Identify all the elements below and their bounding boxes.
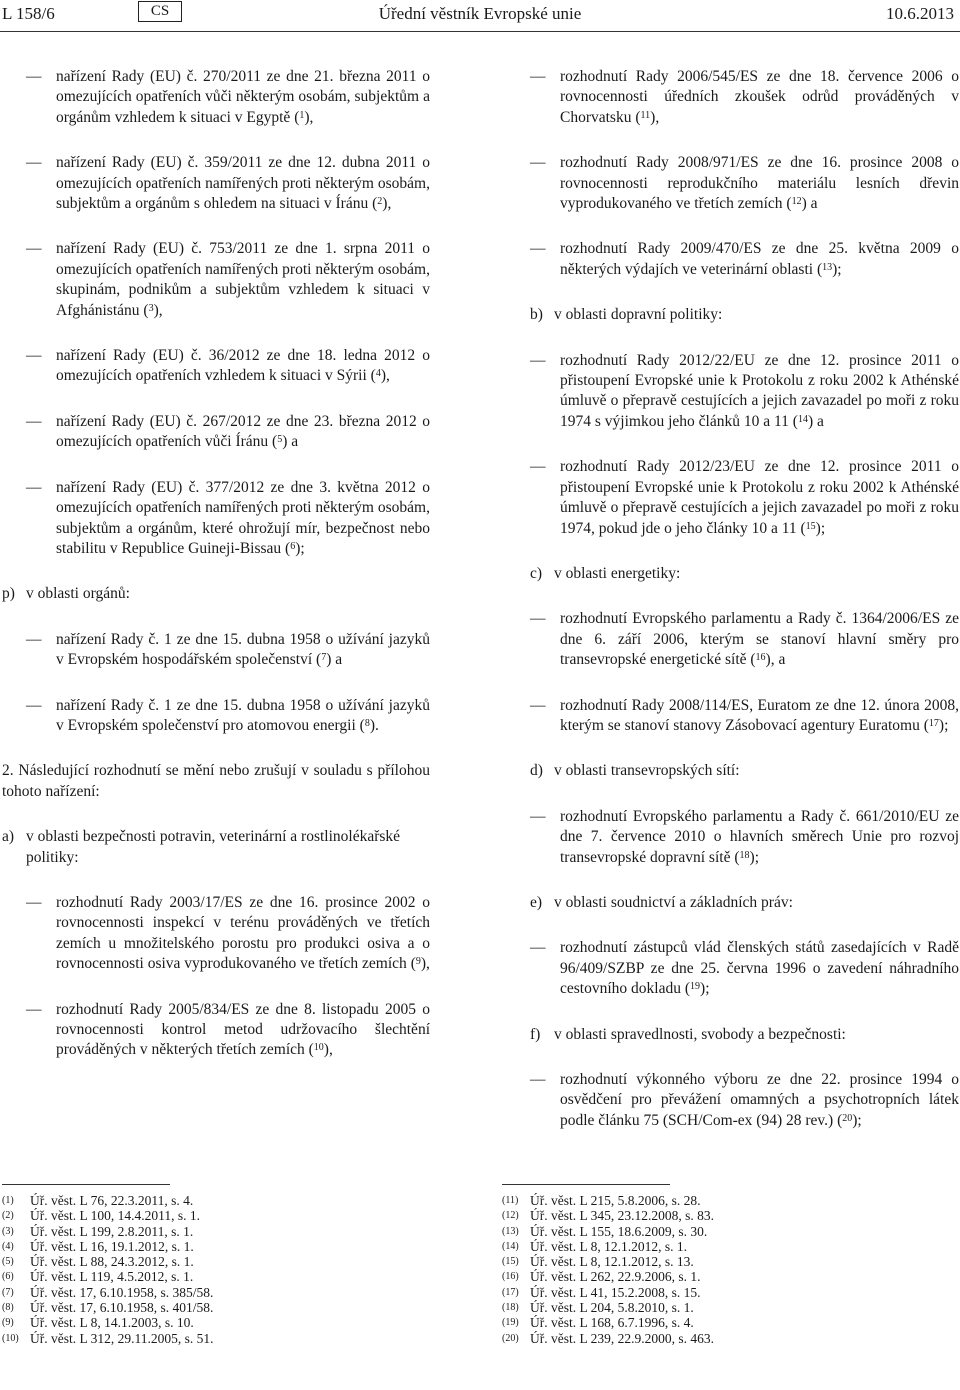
em-dash: —	[530, 154, 546, 172]
entry-text: rozhodnutí Rady 2009/470/ES ze dne 25. května 2009 o některých výdajích ve veterinární oblasti	[560, 240, 959, 278]
section-title: v oblasti transevropských sítí:	[554, 762, 740, 780]
list-item: — nařízení Rady (EU) č. 267/2012 ze dne 23. března 2012 o omezujících opatřeních vůči Íránu ($^5$) a	[26, 412, 430, 451]
entry-text: rozhodnutí Rady 2008/114/ES, Euratom ze dne 12. února 2008, kterým se stanoví stanovy Zásobovací agentury Euratomu	[560, 696, 959, 734]
section-title: v oblasti soudnictví a základních práv:	[554, 893, 793, 911]
list-item: — rozhodnutí Rady 2005/834/ES ze dne 8. listopadu 2005 o rovnocennosti kontrol metod udržovacího šlechtění prováděných v některých třetích zemích ($^{10}$),	[26, 1000, 430, 1059]
entry-tail: a	[331, 651, 343, 669]
section-heading	[2, 584, 430, 604]
list-item: — rozhodnutí zástupců vlád členských států zasedajících v Radě 96/409/SZBP ze dne 25. června 1996 o zavedení náhradního cestovního dokladu ($^{19}$);	[530, 939, 959, 998]
section-heading	[530, 761, 959, 781]
list-item: — rozhodnutí Rady 2008/971/ES ze dne 16. prosince 2008 o rovnocennosti reprodukčního materiálu lesních dřevin vyprodukovaného ve třetích zemích ($^{12}$) a	[530, 154, 959, 213]
footnote-ref[interactable]: 15	[805, 520, 816, 532]
footnote	[2, 1224, 214, 1239]
footnote-text: Úř. věst. L 215, 5.8.2006, s. 28.	[530, 1193, 701, 1208]
footnote-ref[interactable]: 12	[791, 196, 802, 208]
list-item: — rozhodnutí Rady 2006/545/ES ze dne 18. července 2006 o rovnocennosti úředních zkoušek odrůd prováděných v Chorvatsku ($^{11}$),	[530, 68, 959, 126]
list-item: — rozhodnutí Evropského parlamentu a Rady č. 661/2010/EU ze dne 7. července 2010 o hlavních směrech Unie pro rozvoj transevropské dopravní sítě ($^{18}$);	[530, 807, 959, 866]
footnote-number: (12)	[502, 1210, 519, 1222]
footnotes-left	[2, 1193, 214, 1346]
footnote-text: Úř. věst. L 345, 23.12.2008, s. 83.	[530, 1208, 714, 1224]
entry-tail: a	[813, 412, 824, 430]
list-item: — nařízení Rady č. 1 ze dne 15. dubna 1958 o užívání jazyků v Evropském společenství pro atomovou energii ($^8$).	[26, 696, 430, 734]
footnote-ref[interactable]: 6	[290, 540, 296, 552]
entry-text: nařízení Rady (EU) č. 753/2011 ze dne 1. srpna 2011 o omezujících opatřeních namířených proti některým osobám, skupinám, podnikům a subjektům vzhledem k situaci v Afghánistánu	[56, 240, 430, 319]
footnote-text: Úř. věst. L 16, 19.1.2012, s. 1.	[30, 1238, 194, 1254]
footnote-ref[interactable]: 14	[797, 413, 808, 425]
em-dash: —	[530, 939, 546, 957]
entry-tail: ;	[300, 539, 305, 557]
footnote-text: Úř. věst. L 168, 6.7.1996, s. 4.	[530, 1315, 694, 1331]
section-heading	[530, 564, 959, 584]
section-heading	[530, 893, 959, 913]
footnote-number: (17)	[502, 1286, 519, 1298]
entry-text: rozhodnutí Evropského parlamentu a Rady č. 1364/2006/ES ze dne 6. září 2006, kterým se stanoví hlavní směry pro transevropské energetické sítě	[560, 610, 959, 669]
footnote	[502, 1193, 714, 1208]
entry-tail: ;	[857, 1111, 862, 1129]
list-item: — nařízení Rady (EU) č. 36/2012 ze dne 18. ledna 2012 o omezujících opatřeních vzhledem k situaci v Sýrii ($^4$),	[26, 347, 430, 385]
list-item: — rozhodnutí Rady 2009/470/ES ze dne 25. května 2009 o některých výdajích ve veterinární oblasti ($^{13}$);	[530, 240, 959, 278]
footnote	[502, 1285, 714, 1300]
footnote-number: (13)	[502, 1225, 519, 1237]
footnote-ref[interactable]: 11	[640, 109, 651, 121]
list-item: — rozhodnutí Rady 2003/17/ES ze dne 16. prosince 2002 o rovnocennosti inspekcí v terénu prováděných ve třetích zemích u množitelského porostu pro produkci osiva a o rovnocennosti osiva vyprodukovaného ve třetích zemích ($^9$),	[26, 893, 430, 973]
footnote-text: Úř. věst. L 41, 15.2.2008, s. 15.	[530, 1284, 701, 1300]
entry-text: rozhodnutí Rady 2006/545/ES ze dne 18. července 2006 o rovnocennosti úředních zkoušek odrůd prováděných v Chorvatsku	[560, 68, 959, 126]
footnote-text: Úř. věst. L 262, 22.9.2006, s. 1.	[530, 1269, 701, 1285]
right-column	[530, 67, 959, 1156]
entry-tail: ;	[837, 260, 842, 278]
em-dash: —	[26, 412, 42, 430]
footnote-ref[interactable]: 17	[928, 717, 939, 729]
entry-text: nařízení Rady č. 1 ze dne 15. dubna 1958 o užívání jazyků v Evropském společenství pro atomovou energii	[56, 696, 430, 734]
footnote	[2, 1285, 214, 1300]
entry-tail: ,	[655, 108, 660, 126]
entry-text: nařízení Rady (EU) č. 377/2012 ze dne 3. května 2012 o omezujících opatřeních namířených proti některým osobám, subjektům a orgánům, které ohrožují mír, bezpečnost nebo stabilitu v Republice Guineji-Bissau	[56, 478, 430, 557]
section-label: e)	[530, 893, 543, 911]
entry-tail: ,	[385, 367, 390, 385]
footnote-text: Úř. věst. L 88, 24.3.2012, s. 1.	[30, 1254, 194, 1270]
footnote-ref[interactable]: 10	[313, 1042, 324, 1054]
footnote	[2, 1315, 214, 1330]
footnote-number: (11)	[502, 1195, 519, 1206]
entry-text: rozhodnutí výkonného výboru ze dne 22. prosince 1994 o osvědčení pro převážení omamných a psychotropních látek podle článku 75 (SCH/Com-ex (94) 28 rev.)	[560, 1071, 959, 1129]
footnote	[502, 1239, 714, 1254]
em-dash: —	[530, 1071, 546, 1088]
footnote-number: (15)	[502, 1256, 519, 1268]
footnote-number: (1)	[2, 1195, 14, 1206]
em-dash: —	[26, 68, 42, 85]
entry-tail: ;	[754, 848, 759, 866]
footnote	[2, 1193, 214, 1208]
section-title: v oblasti dopravní politiky:	[554, 306, 723, 324]
list-item: — rozhodnutí Rady 2012/23/EU ze dne 12. prosince 2011 o přistoupení Evropské unie k Protokolu z roku 2002 k Athénské úmluvě o přepravě cestujících a jejich zavazadel po moři z roku 1974, pokud jde o jeho články 10 a 11 ($^{15}$);	[530, 458, 959, 537]
page-reference: L 158/6	[2, 4, 55, 23]
entry-text: rozhodnutí Evropského parlamentu a Rady č. 661/2010/EU ze dne 7. července 2010 o hlavních směrech Unie pro rozvoj transevropské dopravní sítě	[560, 807, 959, 866]
footnote-ref[interactable]: 18	[739, 849, 750, 861]
entry-text: nařízení Rady (EU) č. 36/2012 ze dne 18. ledna 2012 o omezujících opatřeních vzhledem k situaci v Sýrii	[56, 347, 430, 385]
entry-text: rozhodnutí Rady 2003/17/ES ze dne 16. prosince 2002 o rovnocennosti inspekcí v terénu prováděných ve třetích zemích u množitelského porostu pro produkci osiva a o rovnocennosti osiva vyprodukovaného ve třetích zemích	[56, 893, 430, 973]
journal-title: Úřední věstník Evropské unie	[378, 4, 582, 23]
em-dash: —	[530, 807, 546, 825]
em-dash: —	[26, 893, 42, 911]
entry-text: rozhodnutí Rady 2005/834/ES ze dne 8. listopadu 2005 o rovnocennosti kontrol metod udržovacího šlechtění prováděných v některých třetích zemích	[56, 1000, 430, 1059]
footnote-text: Úř. věst. L 239, 22.9.2000, s. 463.	[530, 1330, 714, 1346]
em-dash: —	[530, 458, 546, 476]
list-item: — nařízení Rady č. 1 ze dne 15. dubna 1958 o užívání jazyků v Evropském hospodářském společenství ($^7$) a	[26, 630, 430, 669]
section-title: v oblasti energetiky:	[554, 564, 681, 582]
footnote-number: (4)	[2, 1240, 14, 1252]
em-dash: —	[26, 1000, 42, 1018]
publication-date: 10.6.2013	[886, 4, 954, 23]
footnote-ref[interactable]: 5	[277, 434, 283, 446]
footnote-number: (20)	[502, 1332, 519, 1344]
em-dash: —	[26, 154, 42, 172]
section-label: d)	[530, 762, 543, 780]
left-column	[2, 67, 430, 1086]
footnote-number: (9)	[2, 1317, 14, 1329]
section-label: f)	[530, 1025, 541, 1043]
em-dash: —	[26, 478, 42, 496]
entry-tail: ,	[387, 195, 392, 213]
footnote-text: Úř. věst. L 312, 29.11.2005, s. 51.	[30, 1330, 214, 1346]
entry-tail: a	[806, 195, 818, 213]
entry-tail: ,	[158, 301, 163, 319]
footnote-ref[interactable]: 1	[299, 109, 305, 121]
em-dash: —	[530, 351, 546, 369]
em-dash: —	[530, 610, 546, 628]
entry-text: nařízení Rady č. 1 ze dne 15. dubna 1958 o užívání jazyků v Evropském hospodářském společenství	[56, 630, 430, 669]
footnote-number: (2)	[2, 1210, 14, 1222]
footnote-ref[interactable]: 16	[755, 652, 766, 664]
footnote-text: Úř. věst. L 8, 14.1.2003, s. 10.	[30, 1315, 194, 1331]
footnote-text: Úř. věst. L 8, 12.1.2012, s. 13.	[530, 1254, 694, 1270]
footnote	[502, 1269, 714, 1284]
footnote	[502, 1300, 714, 1315]
footnote-number: (19)	[502, 1317, 519, 1329]
footnote-ref[interactable]: 2	[377, 196, 383, 208]
header-rule	[0, 31, 960, 32]
em-dash: —	[530, 68, 546, 85]
footnote-rule-right	[502, 1184, 670, 1185]
footnote-ref[interactable]: 9	[415, 956, 421, 968]
entry-tail: , a	[770, 651, 786, 669]
entry-tail: ,	[328, 1041, 333, 1059]
footnote-ref[interactable]: 8	[364, 717, 370, 729]
footnote-number: (7)	[2, 1286, 14, 1298]
entry-tail: ;	[820, 519, 826, 537]
footnote-text: Úř. věst. L 204, 5.8.2010, s. 1.	[530, 1300, 694, 1316]
footnote-text: Úř. věst. L 100, 14.4.2011, s. 1.	[30, 1208, 200, 1224]
em-dash: —	[530, 696, 546, 714]
language-badge: CS	[138, 1, 182, 22]
footnote-number: (8)	[2, 1302, 14, 1314]
list-item: — nařízení Rady (EU) č. 377/2012 ze dne 3. května 2012 o omezujících opatřeních namířených proti některým osobám, subjektům a orgánům, které ohrožují mír, bezpečnost nebo stabilitu v Republice Guineji-Bissau ($^6$);	[26, 478, 430, 557]
footnote	[2, 1239, 214, 1254]
footnote-number: (18)	[502, 1302, 519, 1314]
footnote	[502, 1224, 714, 1239]
footnote-ref[interactable]: 4	[375, 368, 381, 380]
footnote-text: Úř. věst. L 155, 18.6.2009, s. 30.	[530, 1223, 708, 1239]
section-label: b)	[530, 306, 543, 324]
footnote	[2, 1254, 214, 1269]
footnote	[502, 1254, 714, 1269]
entry-tail: ,	[426, 955, 430, 973]
footnote-number: (10)	[2, 1332, 19, 1344]
footnote-number: (16)	[502, 1271, 519, 1283]
footnote	[502, 1315, 714, 1330]
entry-tail: ,	[309, 108, 314, 126]
footnote-number: (5)	[2, 1256, 14, 1268]
footnote-text: Úř. věst. 17, 6.10.1958, s. 401/58.	[30, 1300, 214, 1316]
footnote	[2, 1269, 214, 1284]
section-label: c)	[530, 564, 543, 582]
footnote-number: (3)	[2, 1225, 14, 1237]
em-dash: —	[530, 240, 546, 258]
list-item: — rozhodnutí Evropského parlamentu a Rady č. 1364/2006/ES ze dne 6. září 2006, kterým se stanoví hlavní směry pro transevropské energetické sítě ($^{16}$), a	[530, 610, 959, 669]
entry-text: nařízení Rady (EU) č. 359/2011 ze dne 12. dubna 2011 o omezujících opatřeních namířených proti některým osobám, subjektům a orgánům s ohledem na situaci v Íránu	[56, 154, 430, 213]
page-header	[0, 0, 960, 40]
footnote-text: Úř. věst. L 199, 2.8.2011, s. 1.	[30, 1223, 194, 1239]
entry-text: rozhodnutí Rady 2012/22/EU ze dne 12. prosince 2011 o přistoupení Evropské unie k Protokolu z roku 2002 k Athénské úmluvě o přepravě cestujících a jejich zavazadel po moři z roku 1974 s výjimkou jeho článků 10 a 11	[560, 351, 959, 430]
footnote-ref[interactable]: 3	[148, 302, 154, 314]
footnote-text: Úř. věst. L 8, 12.1.2012, s. 1.	[530, 1238, 687, 1254]
footnote-ref[interactable]: 19	[690, 981, 701, 993]
footnote-ref[interactable]: 7	[321, 652, 327, 664]
em-dash: —	[26, 240, 42, 258]
section-title: v oblasti spravedlnosti, svobody a bezpečnosti:	[554, 1025, 846, 1043]
footnote-text: Úř. věst. 17, 6.10.1958, s. 385/58.	[30, 1284, 214, 1300]
entry-text: rozhodnutí zástupců vlád členských států zasedajících v Radě 96/409/SZBP ze dne 25. června 1996 o zavedení náhradního cestovního dokladu	[560, 939, 959, 998]
list-item: — nařízení Rady (EU) č. 753/2011 ze dne 1. srpna 2011 o omezujících opatřeních namířených proti některým osobám, skupinám, podnikům a subjektům vzhledem k situaci v Afghánistánu ($^3$),	[26, 240, 430, 319]
list-item: — rozhodnutí Rady 2008/114/ES, Euratom ze dne 12. února 2008, kterým se stanoví stanovy Zásobovací agentury Euratomu ($^{17}$);	[530, 696, 959, 734]
section-label: p)	[2, 585, 15, 603]
list-item: — nařízení Rady (EU) č. 270/2011 ze dne 21. března 2011 o omezujících opatřeních vůči některým osobám, subjektům a orgánům vzhledem k situaci v Egyptě ($^1$),	[26, 68, 430, 126]
entry-text: rozhodnutí Rady 2012/23/EU ze dne 12. prosince 2011 o přistoupení Evropské unie k Protokolu z roku 2002 k Athénské úmluvě o přepravě cestujících a jejich zavazadel po moři z roku 1974, pokud jde o jeho články 10 a 11	[560, 458, 959, 537]
footnote-number: (6)	[2, 1271, 14, 1283]
entry-text: nařízení Rady (EU) č. 267/2012 ze dne 23. března 2012 o omezujících opatřeních vůči Íránu	[56, 412, 430, 451]
section-title: v oblasti bezpečnosti potravin, veterinární a rostlinolékařské politiky:	[26, 828, 401, 866]
em-dash: —	[26, 347, 42, 365]
section-heading	[530, 305, 959, 325]
footnote-ref[interactable]: 13	[822, 261, 833, 273]
footnote	[502, 1331, 714, 1346]
section-title: v oblasti orgánů:	[26, 585, 130, 603]
footnote-ref[interactable]: 20	[842, 1112, 853, 1124]
section-label: a)	[2, 828, 15, 846]
list-item: — rozhodnutí Rady 2012/22/EU ze dne 12. prosince 2011 o přistoupení Evropské unie k Protokolu z roku 2002 k Athénské úmluvě o přepravě cestujících a jejich zavazadel po moři z roku 1974 s výjimkou jeho článků 10 a 11 ($^{14}$) a	[530, 351, 959, 430]
footnote	[2, 1300, 214, 1315]
footnote-number: (14)	[502, 1240, 519, 1252]
footnote	[502, 1208, 714, 1223]
footnote	[2, 1331, 214, 1346]
section-heading	[2, 827, 430, 868]
footnote-text: Úř. věst. L 76, 22.3.2011, s. 4.	[30, 1193, 194, 1208]
paragraph: 2. Následující rozhodnutí se mění nebo zrušují v souladu s přílohou tohoto nařízení:	[2, 762, 430, 800]
entry-tail: ;	[944, 716, 949, 734]
em-dash: —	[26, 630, 42, 648]
em-dash: —	[26, 696, 42, 714]
entry-tail: .	[374, 716, 379, 734]
footnote-text: Úř. věst. L 119, 4.5.2012, s. 1.	[30, 1269, 194, 1285]
footnote	[2, 1208, 214, 1223]
list-item: — nařízení Rady (EU) č. 359/2011 ze dne 12. dubna 2011 o omezujících opatřeních namířených proti některým osobám, subjektům a orgánům s ohledem na situaci v Íránu ($^2$),	[26, 154, 430, 213]
entry-text: nařízení Rady (EU) č. 270/2011 ze dne 21. března 2011 o omezujících opatřeních vůči některým osobám, subjektům a orgánům vzhledem k situaci v Egyptě	[56, 68, 430, 126]
list-item: — rozhodnutí výkonného výboru ze dne 22. prosince 1994 o osvědčení pro převážení omamných a psychotropních látek podle článku 75 (SCH/Com-ex (94) 28 rev.) ($^{20}$);	[530, 1071, 959, 1129]
footnote-rule-left	[2, 1184, 170, 1185]
footnotes-right	[502, 1193, 714, 1346]
section-heading	[530, 1025, 959, 1045]
entry-tail: ;	[705, 980, 710, 998]
entry-text: rozhodnutí Rady 2008/971/ES ze dne 16. prosince 2008 o rovnocennosti reprodukčního materiálu lesních dřevin vyprodukovaného ve třetích zemích	[560, 154, 959, 213]
entry-tail: a	[287, 433, 299, 451]
